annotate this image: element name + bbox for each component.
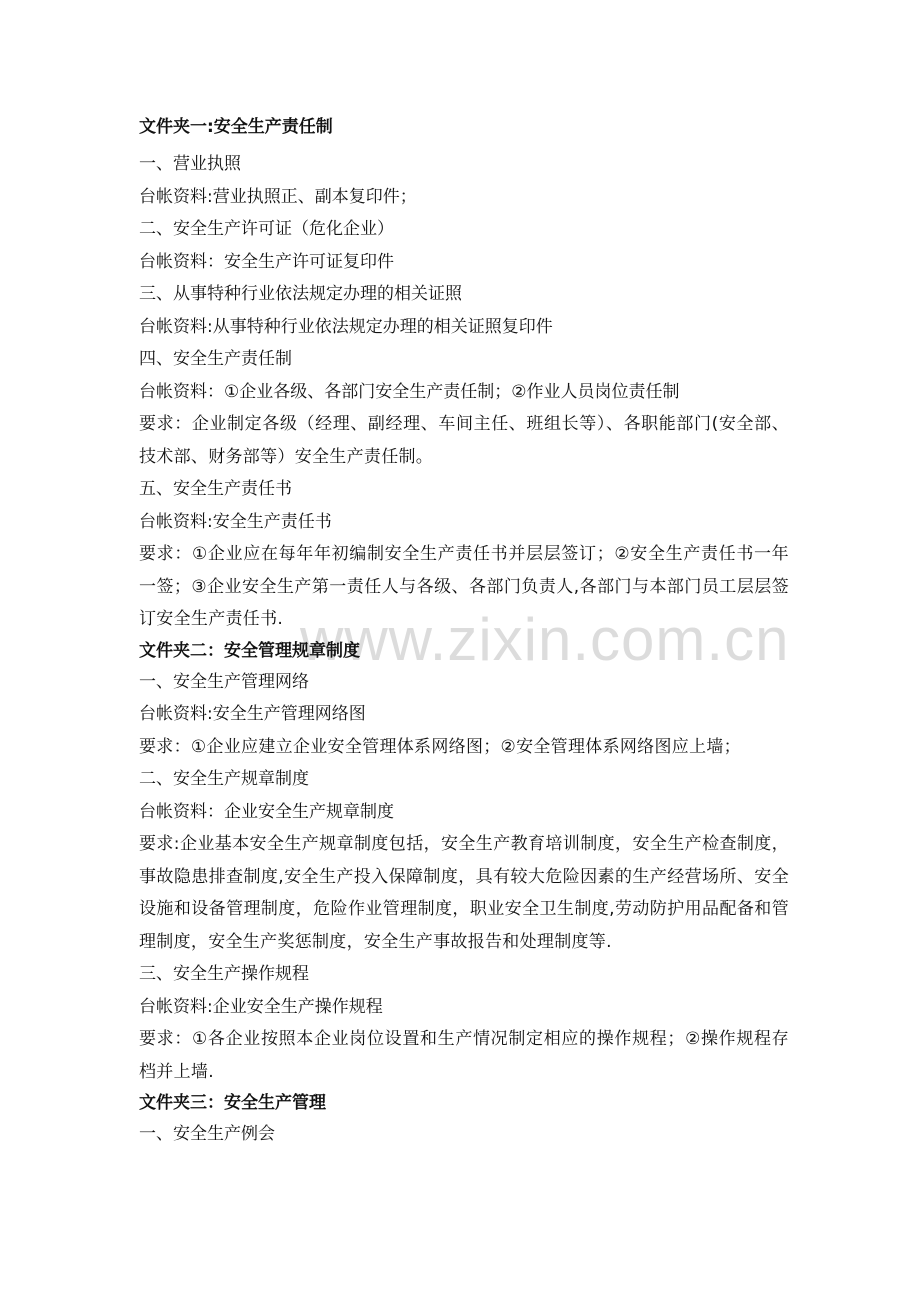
item-heading: 五、安全生产责任书 [139, 479, 292, 499]
item-heading: 一、营业执照 [139, 154, 241, 174]
ledger-line: 台帐资料:安全生产管理网络图 [139, 704, 366, 724]
requirement-text: 要求:企业基本安全生产规章制度包括，安全生产教育培训制度，安全生产检查制度，事故隐患排查制度,安全生产投入保障制度，具有较大危险因素的生产经营场所、安全设施和设备管理制度，危险作业管理制度，职业安全卫生制度,劳动防护用品配备和管理制度，安全生产奖惩制度，安全生产事故报告和处理制度等. [139, 834, 789, 952]
document-body [139, 112, 789, 1151]
item-heading: 三、从事特种行业依法规定办理的相关证照 [139, 284, 462, 304]
item-heading: 二、安全生产规章制度 [139, 769, 309, 789]
ledger-line: 台帐资料:安全生产责任书 [139, 511, 332, 532]
folder-title: 文件夹二：安全管理规章制度 [139, 640, 360, 661]
folder-title: 文件夹一:安全生产责任制 [139, 117, 333, 137]
watermark: www.zixin.com.cn [300, 606, 790, 673]
ledger-line: 台帐资料:营业执照正、副本复印件； [139, 186, 417, 207]
requirement-text: 要求：①各企业按照本企业岗位设置和生产情况制定相应的操作规程；②操作规程存档并上墙. [139, 1029, 789, 1082]
ledger-line: 台帐资料：安全生产许可证复印件 [139, 251, 394, 272]
requirement-text: 要求：企业制定各级（经理、副经理、车间主任、班组长等）、各职能部门(安全部、技术部、财务部等）安全生产责任制。 [139, 414, 789, 467]
item-heading: 二、安全生产许可证（危化企业） [139, 219, 394, 239]
ledger-line: 台帐资料：①企业各级、各部门安全生产责任制；②作业人员岗位责任制 [139, 381, 680, 402]
ledger-line: 台帐资料:从事特种行业依法规定办理的相关证照复印件 [139, 316, 553, 337]
item-heading: 三、安全生产操作规程 [139, 964, 309, 984]
item-heading: 四、安全生产责任制 [139, 349, 292, 369]
requirement-text: 要求：①企业应建立企业安全管理体系网络图；②安全管理体系网络图应上墙； [139, 736, 741, 757]
ledger-line: 台帐资料:企业安全生产操作规程 [139, 996, 383, 1017]
ledger-line: 台帐资料：企业安全生产规章制度 [139, 801, 394, 822]
item-heading: 一、安全生产管理网络 [139, 671, 309, 692]
item-heading: 一、安全生产例会 [139, 1124, 275, 1144]
requirement-text: 要求：①企业应在每年年初编制安全生产责任书并层层签订；②安全生产责任书一年一签；③企业安全生产第一责任人与各级、各部门负责人,各部门与本部门员工层层签订安全生产责任书. [139, 544, 789, 629]
folder-title: 文件夹三：安全生产管理 [139, 1093, 326, 1113]
